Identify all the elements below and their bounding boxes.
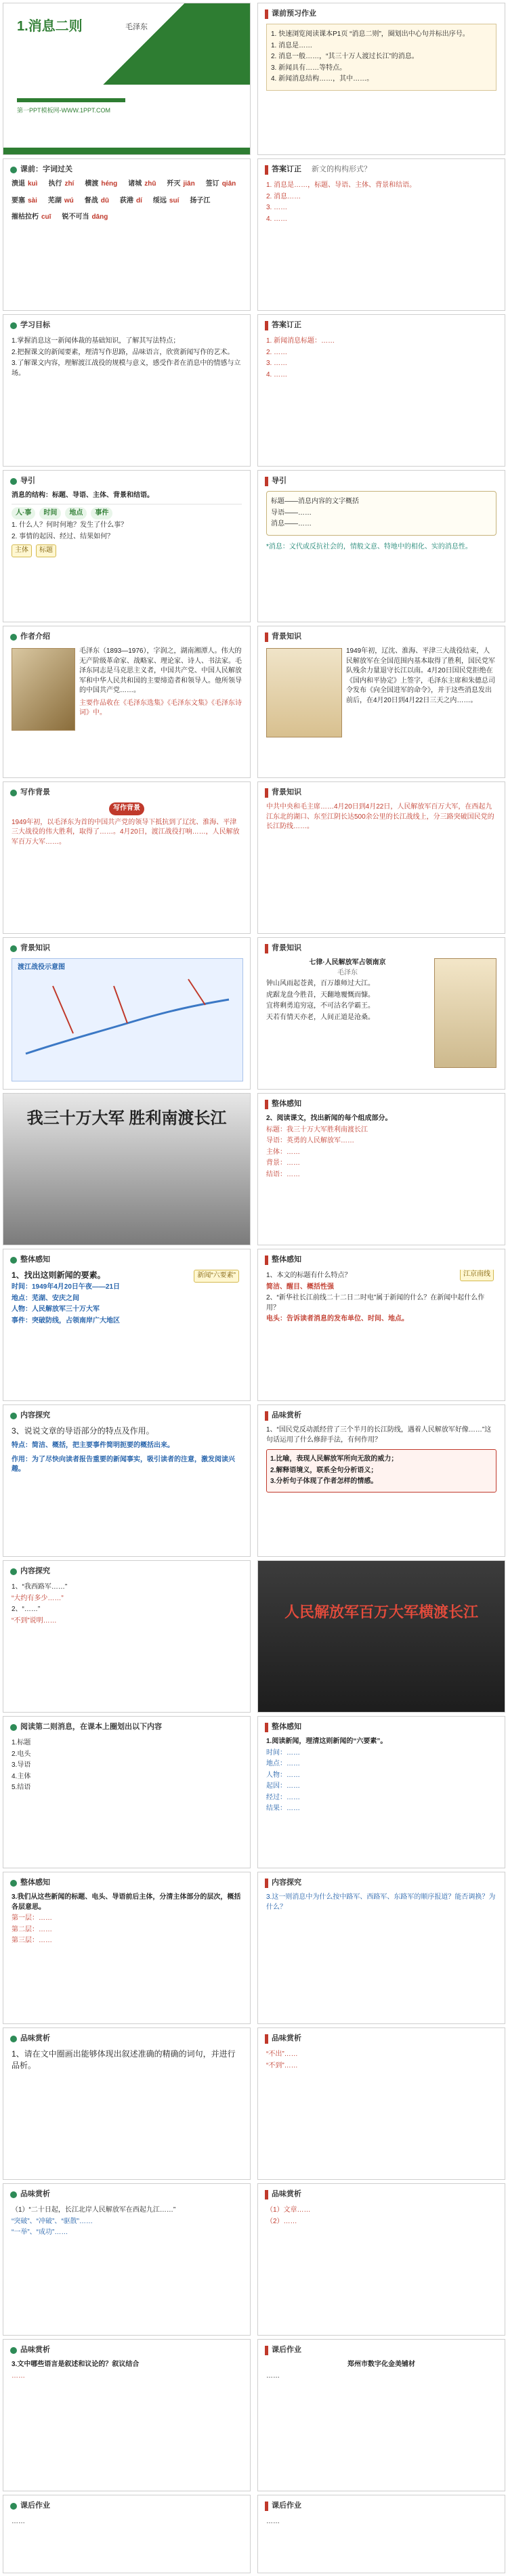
poem-line: 宜将剩勇追穷寇，不可沽名学霸王。	[266, 1002, 375, 1010]
slide-title: 背景知识	[272, 632, 301, 641]
slide-title: 品味赏析	[272, 1411, 301, 1419]
slide-thumbnail-8[interactable]	[257, 470, 505, 622]
question: 3.这一则消息中为什么按中路军、西路军、东路军的顺序报道？能否调换？为什么？	[266, 1893, 496, 1911]
item-4: 3. 新闻具有……等特点。	[271, 64, 347, 72]
item-3: 2、“……”	[12, 1606, 41, 1613]
title-underline	[17, 98, 125, 102]
pinyin-item: 锐不可当 dāng	[62, 213, 108, 221]
slide-thumbnail-5[interactable]	[3, 314, 251, 467]
slide-thumbnail-3[interactable]	[3, 158, 251, 311]
item-2: “不到”……	[266, 2061, 298, 2069]
element-time: 时间：1949年4月20日午夜——21日	[12, 1283, 121, 1291]
homework-text: ……	[266, 2518, 280, 2525]
slide-title: 整体感知	[20, 1879, 50, 1887]
pinyin-item: 摧枯拉朽 cuī	[12, 213, 51, 221]
item-3: 3. ……	[266, 360, 288, 367]
item-5: 背景：……	[266, 1159, 300, 1167]
background-text: 1949年初，以毛泽东为首的中国共产党的领导下抵抗到了辽沈、淮海、平津三大战役的伟大胜利，取得了……。4月20日，渡江战役打响……，人民解放军百万大军……。	[12, 818, 240, 846]
item-1: （1）“二十日起，长江北岸人民解放军在西起九江……”	[12, 2206, 176, 2214]
slide-title: 品味赏析	[20, 2346, 50, 2354]
slide-title: 内容探究	[20, 1411, 50, 1419]
pinyin-item: 签订 qiān	[205, 180, 236, 188]
author-name: 毛泽东	[125, 23, 148, 31]
photo-caption: 我三十万大军 胜利南渡长江	[26, 1109, 227, 1128]
slide-thumbnail-21[interactable]	[3, 1560, 251, 1713]
slide-thumbnail-33[interactable]	[3, 2495, 251, 2573]
photo-background	[258, 1561, 505, 1713]
site-label: 第一PPT模板网-WWW.1PPT.COM	[17, 107, 110, 114]
lead-text: 消息的结构：标题、导语、主体、背景和结语。	[12, 492, 154, 499]
slide-thumbnail-20[interactable]	[257, 1404, 505, 1557]
slide-thumbnail-28[interactable]	[257, 2027, 505, 2180]
label-chip: 人·事	[12, 507, 35, 520]
slide-title: 整体感知	[272, 1723, 301, 1731]
slide-thumbnail-17[interactable]	[3, 1249, 251, 1401]
background-text: 1949年初，辽沈、淮海、平津三大战役结束，人民解放军在全国范围内基本取得了胜利，国民党军队残余力量退守长江以南。4月20日国民党拒绝在《国内和平协定》上签字，毛泽东主席和朱德总司令发布《向全国进军的命令》，并于这些消息发出前后，在4月20日到4月22日三天之内……。	[346, 647, 495, 704]
item-3: 3.了解课文内容，理解渡江战役的规模与意义，感受作者在消息中的情感与立场。	[12, 360, 241, 377]
note-text: *消息：文代或反抗社会的，情般文意、特地中的相化、实的消息性。	[266, 542, 472, 551]
slide-thumbnail-16[interactable]	[257, 1093, 505, 1245]
item-2: 1. 消息是……	[271, 41, 313, 49]
pinyin-item: 诸城 zhū	[128, 180, 156, 188]
item-1: “不出”……	[266, 2051, 298, 2058]
slide-thumbnail-18[interactable]	[257, 1249, 505, 1401]
item-4: 4. ……	[266, 370, 288, 379]
slide-title: 答案订正	[272, 165, 301, 173]
slide-title: 课前：字词过关	[20, 165, 72, 173]
item-2: 导语——……	[271, 509, 312, 517]
question: 1、“国民党反动派经营了三个半月的长江防线，遇着人民解放军好像……”这句话运用了什么修辞手法，有何作用？	[266, 1426, 492, 1444]
homework-text: ……	[266, 2371, 280, 2380]
label-chip: 地点	[65, 507, 87, 520]
question: 3.我们从这些新闻的标题、电头、导语前后主体，分清主体部分的层次，概括各层意思。	[12, 1893, 241, 1911]
item-3: 3. ……	[266, 204, 288, 211]
slide-thumbnail-4[interactable]	[257, 158, 505, 311]
layer-1: 第一层：……	[12, 1914, 52, 1922]
item-5: 4. 新闻消息结构……，其中……。	[271, 75, 374, 83]
slide-title: 背景知识	[272, 788, 301, 796]
item-1: 标题——消息内容的文字概括	[271, 498, 359, 505]
slide-thumbnail-23[interactable]	[3, 1716, 251, 1868]
item-1: 1.标题	[12, 1739, 31, 1746]
slide-thumbnail-25[interactable]	[3, 1872, 251, 2024]
slide-thumbnail-27[interactable]	[3, 2027, 251, 2180]
item-3: 消息——……	[271, 520, 312, 528]
tag-chip: 江京南线	[460, 1270, 494, 1281]
answer-2: 电头：告诉读者消息的发布单位、时间、地点。	[266, 1315, 408, 1323]
slide-thumbnail-19[interactable]	[3, 1404, 251, 1557]
question: 3、说说文章的导语部分的特点及作用。	[12, 1426, 154, 1436]
slide-thumbnail-30[interactable]	[257, 2183, 505, 2336]
slide-thumbnail-6[interactable]	[257, 314, 505, 467]
slide-title: 答案订正	[272, 321, 301, 329]
section-header: 写作背景	[109, 802, 144, 815]
pinyin-item: 横渡 héng	[85, 180, 118, 188]
slide-title: 导引	[272, 477, 287, 485]
slide-thumbnail-10[interactable]	[257, 626, 505, 778]
qa-1: 1. 什么人？何时何地？发生了什么事？	[12, 521, 128, 529]
poem-author: 毛泽东	[337, 968, 358, 976]
question-2: 2、“新华社长江前线二十二日二时电”属于新闻的什么？在新闻中起什么作用？	[266, 1294, 485, 1312]
item-2: “突破”、“冲破”、“驱散”……	[12, 2217, 93, 2225]
slide-title: 背景知识	[272, 944, 301, 952]
pinyin-item: 歼灭 jiān	[167, 180, 195, 188]
tag: 主体	[12, 544, 32, 557]
battle-map	[12, 958, 243, 1081]
item-3: 2. 消息一般……，“其三十万人渡过长江”的消息。	[271, 53, 419, 60]
item-2: 2. ……	[266, 348, 288, 356]
slide-thumbnail-34[interactable]	[257, 2495, 505, 2573]
layer-3: 第三层：……	[12, 1937, 52, 1944]
layer-2: 第二层：……	[12, 1925, 52, 1933]
item-2: ……	[12, 2371, 25, 2380]
item-3: “一举”、“成功”……	[12, 2229, 68, 2236]
item-2: （2）……	[266, 2217, 297, 2225]
author-bio: 毛泽东（1893—1976），字润之，湖南湘潭人。伟大的无产阶级革命家、战略家、理论家、诗人、书法家。毛泽东同志是马克思主义者，中国共产党、中国人民解放军和中华人民共和国的主要缔造者和领导人。他所领导的中国共产党……。	[79, 647, 242, 694]
calligraphy-image	[434, 958, 496, 1068]
slide-thumbnail-7[interactable]	[3, 470, 251, 622]
item-2: 2.把握课文的新闻要素，理清写作思路，品味语言，欣赏新闻写作的艺术。	[12, 348, 234, 356]
item-1: 1、“我西路军……”	[12, 1583, 68, 1591]
slide-title: 背景知识	[20, 944, 50, 952]
slide-subtitle: 新文的构构形式？	[312, 165, 371, 173]
qa-2: 2. 事情的起因、经过、结果如何？	[12, 532, 114, 540]
question: 1、找出这则新闻的要素。	[12, 1270, 106, 1280]
structure-box	[266, 491, 496, 536]
slide-title: 写作背景	[20, 788, 50, 796]
slide-thumbnail-31[interactable]	[3, 2339, 251, 2491]
slide-title: 整体感知	[272, 1100, 301, 1108]
slide-thumbnail-2[interactable]	[257, 3, 505, 155]
newspaper-image	[266, 648, 342, 737]
point-3: 3.分析句子体现了作者怎样的情感。	[270, 1478, 378, 1485]
slide-thumbnail-29[interactable]	[3, 2183, 251, 2336]
slide-title: 品味赏析	[272, 2190, 301, 2198]
element-place: 地点：芜湖、安庆之间	[12, 1294, 79, 1302]
slide-title: 内容探究	[272, 1879, 301, 1887]
item-1: 2、阅读课文，找出新闻的每个组成部分。	[266, 1115, 392, 1122]
label-chip: 时间	[39, 507, 61, 520]
slide-thumbnail-24[interactable]	[257, 1716, 505, 1868]
slide-thumbnail-22[interactable]	[257, 1560, 505, 1713]
answer-function: 作用：为了尽快向读者报告重要的新闻事实，吸引读者的注意，激发阅读兴趣。	[12, 1455, 235, 1474]
item-1: 1.掌握消息这一新闻体裁的基础知识，了解其写法特点；	[12, 337, 180, 345]
item-1: 1. 新闻消息标题：……	[266, 337, 335, 345]
pinyin-list	[12, 179, 242, 223]
slide-title: 品味赏析	[20, 2034, 50, 2042]
homework-heading: 郑州市数字化金美铺材	[347, 2361, 415, 2368]
slide-title: 阅读第二则消息，在课本上圈划出以下内容	[20, 1723, 162, 1731]
slide-title: 整体感知	[20, 1255, 50, 1264]
poem-line: 天若有情天亦老，人间正道是沧桑。	[266, 1013, 375, 1021]
pinyin-item: 绥远 suí	[152, 196, 179, 205]
slide-title: 课后作业	[272, 2346, 301, 2354]
map-label: 渡江战役示意图	[18, 964, 65, 971]
title-background	[3, 3, 251, 85]
element-cause: 起因：……	[266, 1782, 300, 1790]
pinyin-item: 荻港 dí	[120, 196, 142, 205]
pinyin-item: 执行 zhí	[48, 180, 75, 188]
pinyin-item: 扬子江	[190, 196, 211, 205]
slide-thumbnail-1[interactable]	[3, 3, 251, 155]
item-2: “大约有多少……”	[12, 1594, 64, 1602]
question-1: 1、本文的标题有什么特点？	[266, 1272, 352, 1279]
slide-thumbnail-15[interactable]	[3, 1093, 251, 1245]
pinyin-item: 督战 dū	[84, 196, 110, 205]
item-4: 4.主体	[12, 1772, 31, 1780]
element-people: 人物：人民解放军三十万大军	[12, 1306, 100, 1314]
pinyin-item: 芜湖 wú	[47, 196, 74, 205]
element-event: 事件：突破防线，占领南岸广大地区	[12, 1316, 120, 1325]
item-6: 结语：……	[266, 1170, 300, 1178]
item-1: （1）文章……	[266, 2206, 311, 2214]
answer-1: 简洁、醒目、概括性强	[266, 1283, 334, 1291]
footer-bar	[3, 148, 250, 154]
slide-title: 品味赏析	[272, 2034, 301, 2042]
poem-line: 虎踞龙盘今胜昔，天翻地覆慨而慷。	[266, 991, 375, 999]
slide-title: 课前预习作业	[272, 9, 316, 18]
answer-feature: 特点：简洁、概括，把主要事件简明扼要的概括出来。	[12, 1442, 174, 1450]
method-box	[266, 1449, 496, 1493]
slide-title: 导引	[20, 477, 35, 485]
item-1: 3.文中哪些语言是叙述和议论的？叙议结合	[12, 2361, 140, 2368]
item-1: 1. 消息是……，标题、导语、主体、背景和结语。	[266, 181, 417, 189]
slide-title: 品味赏析	[20, 2190, 50, 2198]
slide-thumbnail-12[interactable]	[257, 781, 505, 934]
slide-title: 学习目标	[20, 321, 50, 329]
slide-title: 课后作业	[20, 2502, 50, 2510]
slide-thumbnail-26[interactable]	[257, 1872, 505, 2024]
slide-thumbnail-11[interactable]	[3, 781, 251, 934]
slide-title: 课后作业	[272, 2502, 301, 2510]
preview-box	[266, 24, 496, 91]
tag: 标题	[36, 544, 56, 557]
slide-thumbnail-14[interactable]	[257, 937, 505, 1090]
element-process: 经过：……	[266, 1793, 300, 1801]
item-4: 4. ……	[266, 215, 288, 223]
item-2: 2. 消息……	[266, 192, 301, 200]
item-3: 3.导语	[12, 1761, 31, 1769]
map-lines-icon	[12, 959, 242, 1081]
background-text: 中共中央和毛主席……4月20日到4月22日，人民解放军百万大军，在西起九江东北的湖口、东至江阴长达500余公里的长江战线上，分三路突破国民党的长江防线……。	[266, 803, 494, 830]
poem-title: 七律·人民解放军占领南京	[309, 959, 386, 966]
poem-line: 钟山风雨起苍黄，百万雄师过大江。	[266, 980, 375, 987]
element-people: 人物：……	[266, 1771, 300, 1779]
author-portrait	[12, 648, 75, 731]
slide-title: 作者介绍	[20, 632, 50, 641]
item-4: 主体：……	[266, 1148, 300, 1156]
slide-title: 整体感知	[272, 1255, 301, 1264]
item-2: 标题：我三十万大军胜利南渡长江	[266, 1125, 368, 1134]
slide-thumbnail-32[interactable]	[257, 2339, 505, 2491]
lesson-title: 1.消息二则	[17, 19, 83, 34]
item-5: 5.结语	[12, 1784, 31, 1791]
speech-bubble: 新闻“六要素”	[194, 1270, 239, 1283]
item-1: 1. 快速浏览阅读课本P1页 “消息二则”，圈划出中心句并标出序号。	[271, 30, 469, 38]
slide-thumbnail-13[interactable]	[3, 937, 251, 1090]
question: 1、请在文中圈画出能够体现出叙述准确的精确的词句，并进行品析。	[12, 2049, 236, 2071]
item-4: “不到”说明……	[12, 1616, 57, 1625]
pinyin-item: 溃退 kuì	[12, 180, 38, 188]
photo-caption: 人民解放军百万大军横渡长江	[284, 1604, 478, 1620]
author-works: 主要作品收在《毛泽东选集》《毛泽东文集》《毛泽东诗词》中。	[79, 699, 242, 716]
item-3: 导语：英勇的人民解放军……	[266, 1137, 354, 1144]
homework-text: ……	[12, 2518, 25, 2525]
element-place: 地点：……	[266, 1760, 300, 1767]
question: 1.阅读新闻，理清这则新闻的“六要素”。	[266, 1738, 387, 1745]
point-1: 1.比喻，表现人民解放军所向无敌的威力；	[270, 1455, 398, 1463]
item-2: 2.电头	[12, 1750, 31, 1758]
slide-thumbnail-9[interactable]	[3, 626, 251, 778]
point-2: 2.解释语境义，联系全句分析语义；	[270, 1466, 378, 1474]
pinyin-item: 要塞 sài	[12, 196, 37, 205]
element-time: 时间：……	[266, 1748, 300, 1757]
element-result: 结果：……	[266, 1805, 300, 1812]
label-chip: 事件	[91, 507, 112, 520]
slide-title: 内容探究	[20, 1567, 50, 1575]
